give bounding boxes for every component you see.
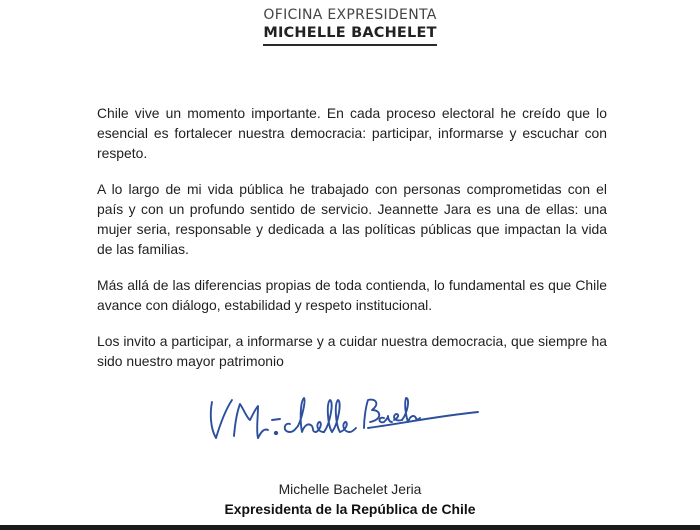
- bottom-rule: [0, 525, 700, 530]
- paragraph-3: Más allá de las diferencias propias de toda contienda, lo fundamental es que Chile avance con diálogo, estabilidad y respeto institucional.: [97, 277, 607, 313]
- paragraph-4: Los invito a participar, a informarse y a cuidar nuestra democracia, que siempre ha sido nuestro mayor patrimonio: [97, 333, 607, 369]
- signer-title: Expresidenta de la República de Chile: [224, 501, 476, 517]
- paragraph-1: Chile vive un momento importante. En cada proceso electoral he creído que lo esencial es fortalecer nuestra democracia: participar, informarse y escuchar con respeto.: [97, 105, 607, 161]
- paragraph-2: A lo largo de mi vida pública he trabajado con personas comprometidas con el país y con un profundo sentido de servicio. Jeannette Jara es una de ellas: una mujer seria, responsable y dedicada a las políticas públicas que impactan la vida de las familias.: [97, 181, 607, 257]
- letterhead-office: OFICINA EXPRESIDENTA: [263, 7, 437, 23]
- signer-block: [0, 480, 700, 520]
- handwritten-signature: [198, 388, 488, 452]
- letterhead: [0, 6, 700, 46]
- letter-body: [97, 103, 607, 387]
- letterhead-name: MICHELLE BACHELET: [263, 24, 436, 46]
- signer-name: Michelle Bachelet Jeria: [278, 481, 422, 497]
